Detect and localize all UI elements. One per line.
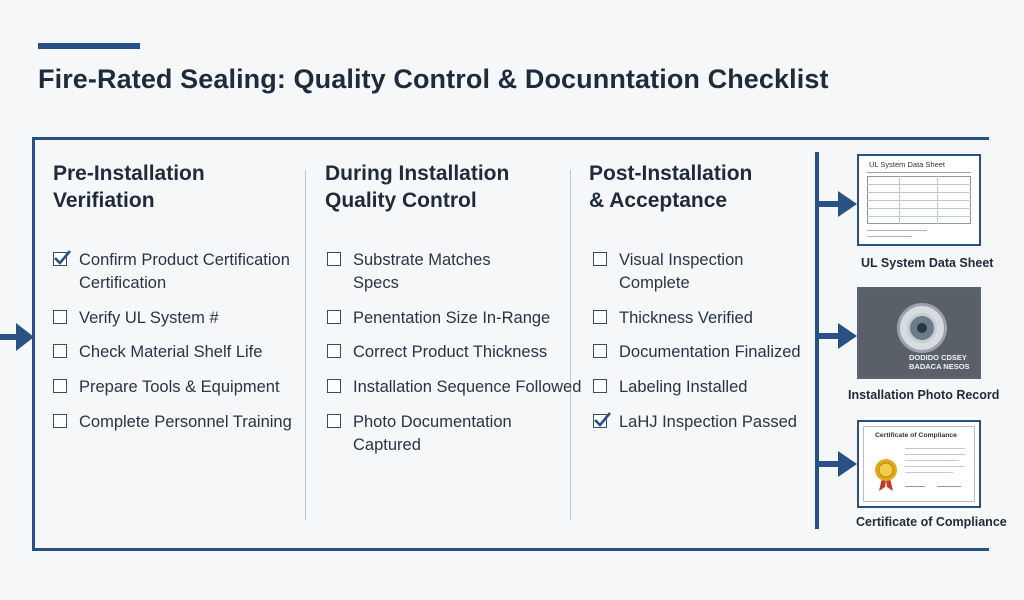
column-during-installation (325, 160, 509, 214)
checklist-item[interactable] (53, 249, 290, 295)
caption-certificate: Certificate of Compliance (856, 515, 1007, 529)
checklist-item[interactable] (327, 341, 547, 364)
checklist-item[interactable] (53, 307, 219, 330)
seal-icon (873, 458, 899, 492)
checkbox[interactable] (53, 414, 67, 428)
checklist-item-label: Substrate Matches Specs (353, 251, 491, 292)
entry-arrow-icon (0, 321, 34, 353)
checklist-item-label: Penentation Size In-Range (353, 309, 551, 327)
checkbox[interactable] (593, 379, 607, 393)
checkbox[interactable] (327, 344, 341, 358)
checkbox-checked[interactable] (53, 252, 67, 266)
checklist-item[interactable] (593, 411, 797, 434)
checklist-item[interactable] (593, 307, 753, 330)
checklist-item[interactable] (53, 411, 292, 434)
data-sheet-icon[interactable] (857, 154, 981, 246)
arrow-right-icon (817, 449, 857, 479)
checklist-item-label: Complete Personnel Training (79, 413, 292, 431)
checkbox[interactable] (593, 310, 607, 324)
page-title: Fire-Rated Sealing: Quality Control & Docunntation Checklist (38, 64, 829, 94)
caption-photo-record: Installation Photo Record (848, 388, 1000, 402)
checklist-item[interactable] (327, 376, 581, 399)
checklist-item[interactable] (593, 341, 801, 364)
checklist-item[interactable] (327, 411, 512, 457)
accent-bar (38, 43, 140, 49)
column-divider-1 (305, 170, 306, 520)
checklist-item-label: Documentation Finalized (619, 343, 801, 361)
checkbox[interactable] (53, 344, 67, 358)
checkbox[interactable] (593, 252, 607, 266)
checkbox[interactable] (53, 310, 67, 324)
column-divider-2 (570, 170, 571, 520)
checklist-item-label: LaHJ Inspection Passed (619, 413, 797, 431)
checklist-item-label: Photo Documentation Captured (353, 413, 512, 454)
checklist-item[interactable] (327, 307, 550, 330)
column-pre-installation (53, 160, 205, 214)
checklist-item-label: Prepare Tools & Equipment (79, 378, 280, 396)
column-title: During Installation Quality Control (325, 162, 510, 212)
photo-overlay-text: DODIDO CDSEY BADACA NESOS (909, 353, 970, 371)
column-title: Pre-Installation Verifiation (53, 162, 205, 212)
checklist-item[interactable] (593, 249, 743, 295)
caption-data-sheet: UL System Data Sheet (861, 256, 994, 270)
checkbox[interactable] (327, 310, 341, 324)
checkbox[interactable] (327, 252, 341, 266)
arrow-right-icon (817, 321, 857, 351)
column-title: Post-Installation & Acceptance (589, 162, 753, 212)
checkbox[interactable] (53, 379, 67, 393)
checklist-item-label: Correct Product Thickness (353, 343, 548, 361)
checkbox[interactable] (593, 344, 607, 358)
checklist-item-label: Check Material Shelf Life (79, 343, 263, 361)
checklist-item-label: Verify UL System # (79, 309, 219, 327)
certificate-header: Certificate of Compliance (875, 432, 957, 439)
column-post-installation (589, 160, 752, 214)
checkbox[interactable] (327, 379, 341, 393)
arrow-right-icon (817, 189, 857, 219)
checklist-item[interactable] (53, 341, 262, 364)
checkbox-checked[interactable] (593, 414, 607, 428)
checklist-item-label: Visual Inspection Complete (619, 251, 744, 292)
photo-icon[interactable] (857, 287, 981, 379)
checklist-item-label: Installation Sequence Followed (353, 378, 582, 396)
checklist-item-label: Confirm Product Certification Certification (79, 251, 290, 292)
checklist-item-label: Thickness Verified (619, 309, 753, 327)
checkbox[interactable] (327, 414, 341, 428)
checklist-item-label: Labeling Installed (619, 378, 748, 396)
checklist-item[interactable] (53, 376, 280, 399)
checklist-item[interactable] (593, 376, 747, 399)
certificate-icon[interactable] (857, 420, 981, 508)
checklist-item[interactable] (327, 249, 491, 295)
data-sheet-header: UL System Data Sheet (869, 160, 946, 169)
